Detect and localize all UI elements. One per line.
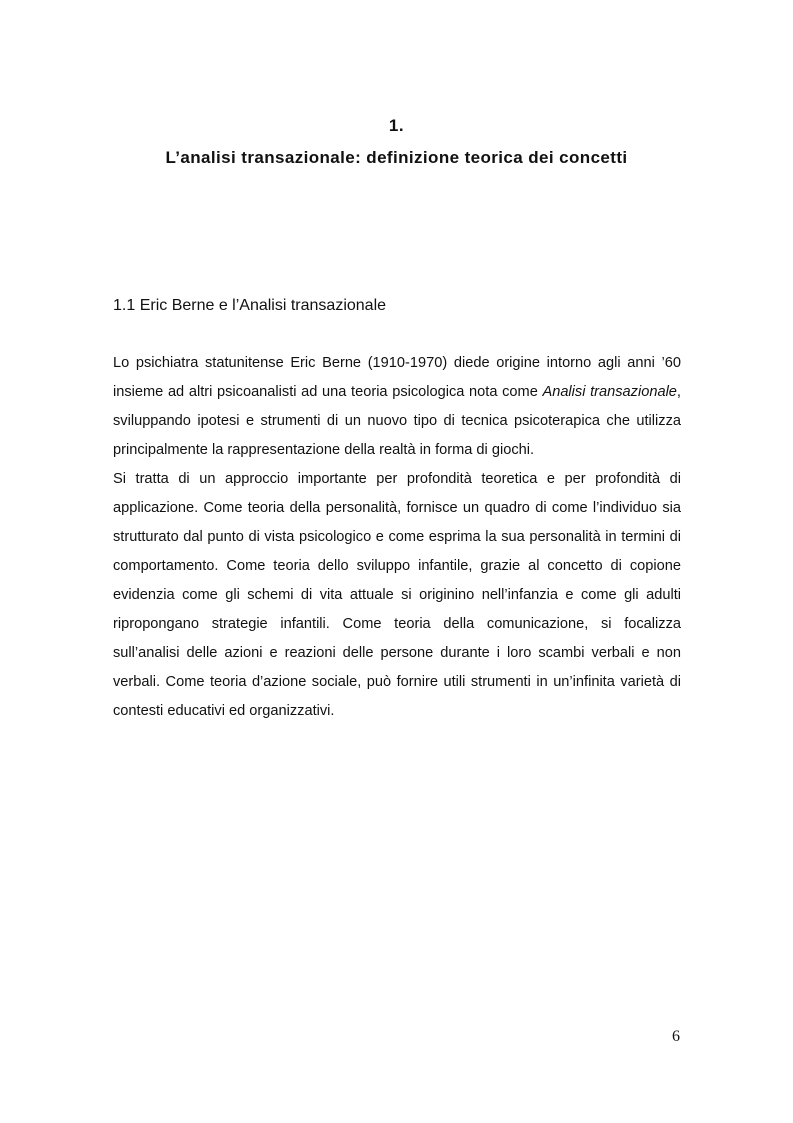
paragraph-1-italic-term: Analisi transazionale	[542, 384, 677, 400]
paragraph-1-text-end: , sviluppando ipotesi e strumenti di un nuovo tipo di tecnica psicoterapica che utilizza principalmente la rappresentazione della realtà in forma di giochi.	[113, 384, 681, 458]
paragraph-2: Si tratta di un approccio importante per profondità teoretica e per profondità di applicazione. Come teoria della personalità, fornisce un quadro di come l’individuo sia strutturato dal punto di vista psicologico e come esprima la sua personalità in termini di comportamento. Come teoria dello sviluppo infantile, grazie al concetto di copione evidenzia come gli schemi di vita attuale si originino nell’infanzia e come gli adulti ripropongano strategie infantili. Come teoria della comunicazione, si focalizza sull’analisi delle azioni e reazioni delle persone durante i loro scambi verbali e non verbali. Come teoria d’azione sociale, può fornire utili strumenti in un’infinita varietà di contesti educativi ed organizzativi.	[113, 471, 681, 719]
body-text	[113, 349, 681, 726]
chapter-number: 1.	[388, 116, 405, 135]
paragraph-1-text-start: Lo psichiatra statunitense Eric Berne (1910-1970) diede origine intorno agli anni ’60 insieme ad altri psicoanalisti ad una teoria psicologica nota come	[113, 355, 681, 400]
chapter-title: L’analisi transazionale: definizione teorica dei concetti	[165, 148, 628, 167]
page-number: 6	[672, 1028, 680, 1045]
paragraph-1	[113, 349, 681, 465]
section-heading: 1.1 Eric Berne e l’Analisi transazionale	[113, 297, 387, 314]
